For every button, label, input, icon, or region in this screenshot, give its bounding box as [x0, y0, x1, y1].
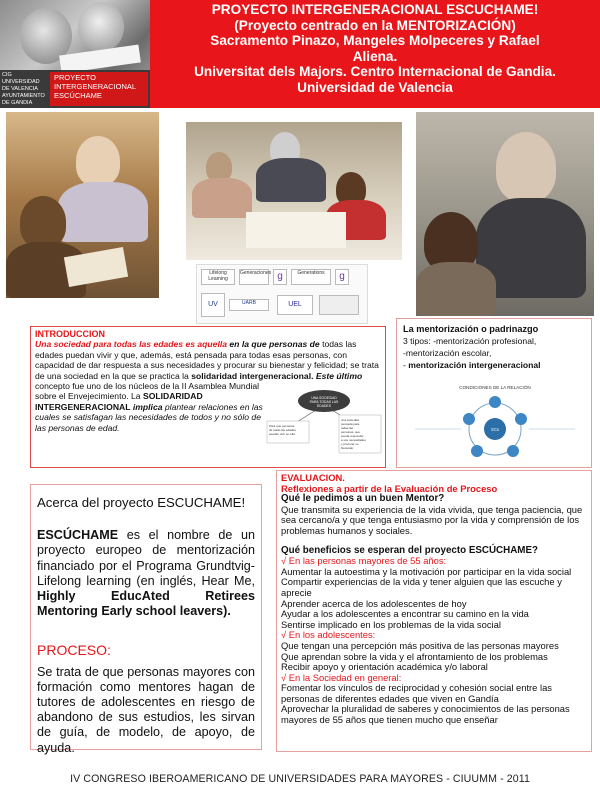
poster-title: PROYECTO INTERGENERACIONAL ESCUCHAME! (Proyecto centrado en la MENTORIZACIÓN) Sacramento Pinazo, Mangeles Molpeceres y Rafael Aliena. Universitat dels Majors. Centro Internacional de Gandia. Universidad de Valencia: [150, 0, 600, 108]
list-item: Fomentar los vínculos de reciprocidad y cohesión social entre las personas de diferentes edades que viven en Gandía: [281, 682, 552, 704]
university-logo-text: CIG UNIVERSIDAD DE VALENCIA AYUNTAMIENTO DE GANDIA: [2, 72, 45, 106]
society-diagram: [265, 387, 383, 463]
svg-text:a sus necesidades: a sus necesidades: [341, 438, 366, 442]
diagram-center-text: UNA SOCIEDAD: [311, 396, 337, 400]
list-item: Que aprendan sobre la vida y el afrontamiento de los problemas: [281, 650, 548, 662]
list-item: Ayudar a los adolescentes a encontrar su camino en la vida: [281, 608, 529, 620]
eval-heading: EVALUACION.: [281, 472, 345, 483]
mentorizacion-box: [396, 318, 592, 468]
mentor-line-2: -mentorización escolar,: [403, 348, 492, 358]
svg-text:EDADES: EDADES: [317, 404, 331, 408]
list-item: Compartir experiencias de la vida y tener alguien que las escuche y aprecie: [281, 576, 562, 598]
list-item: Que tengan una percepción más positiva de las personas mayores: [281, 639, 559, 651]
about-title: Acerca del proyecto ESCUCHAME!: [37, 495, 246, 510]
process-description: Se trata de que personas mayores con formación como mentores hagan de tutores de adolescentes en riesgo de abandono de sus estudios, les sirvan de guía, de modelo, de apoyo, de ayuda.: [37, 664, 255, 755]
svg-text:y procurar su: y procurar su: [341, 442, 359, 446]
eval-section-society: √ En la Sociedad en general:: [281, 671, 402, 683]
generations-logo: Generations: [291, 269, 331, 285]
uarb-logo: UARB: [229, 299, 269, 311]
list-item: Sentirse implicado en los problemas de la vida social: [281, 618, 501, 630]
photo-mentor-student: [416, 112, 594, 316]
g-logo: g: [273, 269, 287, 285]
svg-text:de todas las edades: de todas las edades: [269, 428, 296, 432]
header: [0, 0, 600, 108]
eval-section-older: √ En las personas mayores de 55 años:: [281, 555, 447, 567]
eval-question-2: Qué beneficios se esperan del proyecto ESCÚCHAME?: [281, 544, 538, 556]
photo-group-activity: [186, 122, 402, 260]
mentor-line-1: 3 tipos: -mentorización profesional,: [403, 336, 537, 346]
partner-logo-extra: [319, 295, 359, 315]
svg-text:una sociedad: una sociedad: [341, 418, 359, 422]
partner-logos: [196, 264, 368, 324]
eval-question-1: Qué le pedimos a un buen Mentor?: [281, 493, 445, 505]
process-heading: PROCESO:: [37, 642, 111, 659]
svg-text:personas, que: personas, que: [341, 430, 361, 434]
generaciones-logo: Generaciones: [239, 269, 269, 285]
eval-answer-1: Que transmita su experiencia de la vida vivida, que tenga paciencia, que sea cercano/a y que tenga entusiasmo por la vida y comprensión de los problemas humanos y sociales.: [281, 503, 583, 536]
svg-text:pueda responder: pueda responder: [341, 434, 364, 438]
g-logo-2: g: [335, 269, 349, 285]
list-item: Recibir apoyo y orientación académica y/o laboral: [281, 661, 488, 673]
photo-mentor-reading: [6, 112, 159, 298]
relationship-diagram: [405, 383, 585, 465]
svg-text:PARA TODAS LAS: PARA TODAS LAS: [309, 400, 339, 404]
eval-section-adolescents: √ En los adolescentes:: [281, 629, 376, 641]
intro-paragraph-2: concepto fue uno de los núcleos de la II Asamblea Mundial sobre el Envejecimiento. La SOLIDARIDAD INTERGENERACIONAL implica plantear relaciones en las cuales se satisfagan las necesidades de todos y no sólo de las personas de edad.: [35, 381, 263, 433]
evaluation-box: [276, 470, 592, 752]
introduccion-box: [30, 326, 386, 468]
mentor-title: La mentorización o padrinazgo: [403, 324, 539, 334]
intro-heading: INTRODUCCION: [35, 329, 105, 339]
about-project-box: [30, 484, 262, 755]
eval-subheading: Reflexiones a partir de la Evaluación de Proceso: [281, 482, 498, 494]
diagram-center-label: SCs: [491, 427, 499, 432]
mentor-line-3: - mentorización intergeneracional: [403, 360, 541, 370]
project-label: PROYECTO INTERGENERACIONAL ESCÚCHAME: [50, 72, 148, 106]
about-description: ESCÚCHAME es el nombre de un proyecto europeo de mentorización financiado por el Programa Grundtvig-Lifelong learning (en inglés, Hear Me, Highly EducAted Retirees Mentoring Early school leavers).: [37, 528, 255, 619]
list-item: Aumentar la autoestima y la motivación por participar en la vida social: [281, 565, 572, 577]
lifelong-learning-logo: Lifelong Learning: [201, 269, 235, 285]
intro-paragraph: Una sociedad para todas las edades es aquella en la que personas de todas las edades puedan vivir y que, además, está pensada para todas esas personas, con capacidad de dar respuesta a sus necesidades y procurar su bienestar y felicidad; se trata de una sociedad en la que se practica la solidaridad intergeneracional. Este último: [35, 339, 379, 381]
svg-text:todas las: todas las: [341, 426, 354, 430]
svg-text:Para que personas: Para que personas: [269, 424, 295, 428]
relationship-diagram-title: CONDICIONES DE LA RELACIÓN: [459, 385, 531, 390]
uv-logo: UV: [201, 293, 225, 317]
footer-conference: IV CONGRESO IBEROAMERICANO DE UNIVERSIDADES PARA MAYORES - CIUUMM - 2011: [70, 773, 530, 785]
svg-text:bienestar: bienestar: [341, 446, 354, 450]
svg-text:puedan vivir en ella: puedan vivir en ella: [269, 432, 295, 436]
list-item: Aprovechar la pluralidad de saberes y conocimientos de las personas mayores de 55 años que tienen mucho que enseñar: [281, 703, 570, 726]
svg-text:pensada para: pensada para: [341, 422, 360, 426]
uel-logo: UEL: [277, 295, 313, 315]
list-item: Aprender acerca de los adolescentes de hoy: [281, 597, 467, 609]
